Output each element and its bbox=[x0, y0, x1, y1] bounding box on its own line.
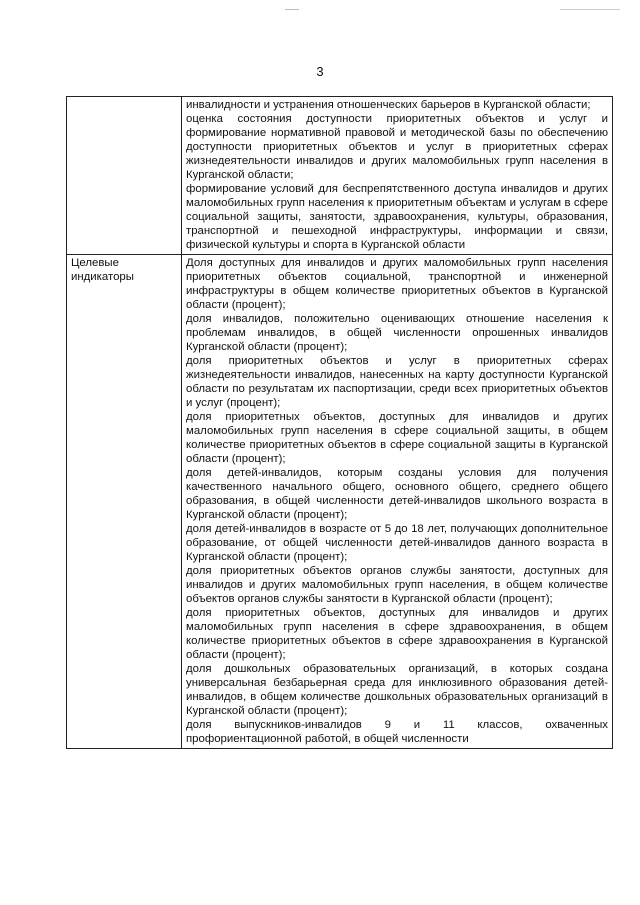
paragraph: формирование условий для беспрепятственного доступа инвалидов и других маломобильных групп населения к приоритетным объектам и услугам в сфере социальной защиты, занятости, здравоохранения, культуры, образования, транспортной и пешеходной инфраструктуры, информации и связи, физической культуры и спорта в Курганской области bbox=[186, 183, 608, 251]
paragraph: доля приоритетных объектов, доступных для инвалидов и других маломобильных групп населения в сфере социальной защиты, в общем количестве приоритетных объектов в сфере социальной защиты в Курганской области (процент); bbox=[186, 411, 608, 465]
table-row bbox=[67, 255, 613, 749]
paragraph: доля приоритетных объектов органов службы занятости, доступных для инвалидов и других маломобильных групп населения, в общем количестве объектов органов службы занятости в Курганской области (процент); bbox=[186, 565, 608, 605]
row-content bbox=[182, 97, 613, 255]
row-label bbox=[67, 97, 182, 255]
paragraph: доля детей-инвалидов, которым созданы условия для получения качественного начального общего, основного общего, среднего общего образования, в общей численности детей-инвалидов школьного возраста в Курганской области (процент); bbox=[186, 467, 608, 521]
scan-artifact-line bbox=[285, 9, 299, 10]
paragraph: инвалидности и устранения отношенческих барьеров в Курганской области; bbox=[186, 99, 591, 111]
paragraph: доля дошкольных образовательных организаций, в которых создана универсальная безбарьерная среда для инклюзивного образования детей-инвалидов, в общем количестве дошкольных образовательных организаций в Курганской области (процент); bbox=[186, 663, 608, 717]
table-row bbox=[67, 97, 613, 255]
row-label: Целевые индикаторы bbox=[67, 255, 182, 749]
paragraph: доля приоритетных объектов и услуг в приоритетных сферах жизнедеятельности инвалидов, нанесенных на карту доступности Курганской области по результатам их паспортизации, среди всех приоритетных объектов и услуг (процент); bbox=[186, 355, 608, 409]
page-number: 3 bbox=[316, 64, 324, 79]
paragraph: Доля доступных для инвалидов и других маломобильных групп населения приоритетных объектов социальной, транспортной и инженерной инфраструктуры в общем количестве приоритетных объектов в Курганской области (процент); bbox=[186, 257, 608, 311]
scan-artifact-line bbox=[560, 9, 620, 10]
paragraph: доля детей-инвалидов в возрасте от 5 до 18 лет, получающих дополнительное образование, от общей численности детей-инвалидов данного возраста в Курганской области (процент); bbox=[186, 523, 608, 563]
paragraph: доля приоритетных объектов, доступных для инвалидов и других маломобильных групп населения в сфере здравоохранения, в общем количестве приоритетных объектов в сфере здравоохранения в Курганской области (процент); bbox=[186, 607, 608, 661]
passport-table bbox=[66, 96, 613, 749]
paragraph: оценка состояния доступности приоритетных объектов и услуг и формирование нормативной правовой и методической базы по обеспечению доступности приоритетных объектов и услуг в приоритетных сферах жизнедеятельности инвалидов и других маломобильных групп населения в Курганской области; bbox=[186, 113, 608, 181]
paragraph: доля инвалидов, положительно оценивающих отношение населения к проблемам инвалидов, в общей численности опрошенных инвалидов Курганской области (процент); bbox=[186, 313, 608, 353]
paragraph: доля выпускников-инвалидов 9 и 11 классов, охваченных профориентационной работой, в общей численности bbox=[186, 719, 608, 745]
row-content bbox=[182, 255, 613, 749]
